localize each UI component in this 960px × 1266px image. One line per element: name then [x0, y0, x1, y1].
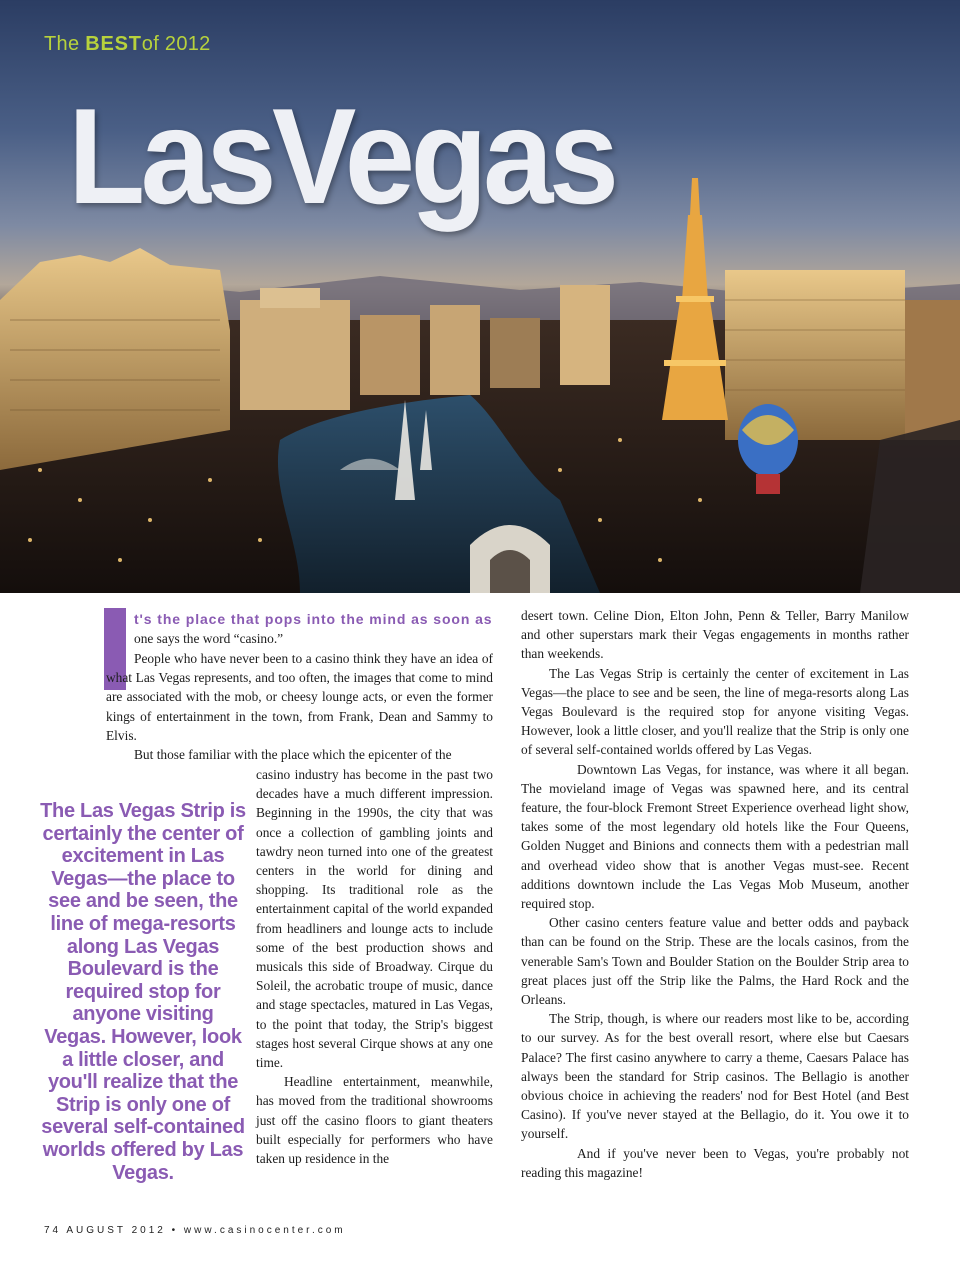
- paragraph: The Las Vegas Strip is certainly the center of excitement in Las Vegas—the place to see and be seen, the line of mega-resorts along Las Vegas Boulevard is the required stop for anyone visiting Vegas. However, look a little closer, and you'll realize that the Strip is only one of several self-contained worlds offered by Las Vegas.: [521, 665, 909, 758]
- lead-bold-text: t's the place that pops into the mind as soon as: [134, 611, 493, 627]
- paragraph: Headline entertainment, meanwhile, has moved from the traditional showrooms just off the casino floors to giant theaters built especially for performers who have taken up residence in the: [256, 1074, 493, 1167]
- paragraph: casino industry has become in the past two decades have a much different impression. Beginning in the 1990s, the city that was once a collection of gambling joints and tawdry neon turned into one of the greatest centers in the world for dining and shopping. Its traditional role as the entertainment capital of the world expanded from headliners and lounge acts to include some of the best production shows and musicals this side of Broadway. Cirque du Soleil, the acrobatic troupe of music, dance and stage spectacles, matured in Las Vegas, to the point that today, the Strip's biggest stages host several Cirque shows at any one time.: [256, 767, 493, 1071]
- paragraph: desert town. Celine Dion, Elton John, Penn & Teller, Barry Manilow and other superstars mark their Vegas engagements in months rather than weekends.: [521, 608, 909, 662]
- paragraph: Other casino centers feature value and better odds and payback than can be found on the Strip. These are the locals casinos, from the venerable Sam's Town and Boulder Station on the Boulder Strip area to great places just off the Strip like the Palms, the Hard Rock and the Orleans.: [521, 915, 909, 1008]
- article-lead: [134, 610, 493, 648]
- kicker-best: BEST: [85, 33, 142, 55]
- pull-quote: The Las Vegas Strip is certainly the center of excitement in Las Vegas—the place to see and be seen, the line of mega-resorts along Las Vegas Boulevard is the required stop for anyone visiting Vegas. However, look a little closer, and you'll realize that the Strip is only one of several self-contained worlds offered by Las Vegas.: [40, 800, 246, 1184]
- kicker-prefix: The: [44, 33, 80, 55]
- article-column-2: [521, 606, 909, 1182]
- lead-rest-text: one says the word “casino.”: [134, 631, 284, 647]
- kicker-year: of 2012: [141, 33, 211, 55]
- paragraph: The Strip, though, is where our readers most like to be, according to our survey. As for the best overall resort, where else but Caesars Palace? The first casino anywhere to carry a theme, Caesars Palace has always been the standard for Strip casinos. The Bellagio is another obvious choice in achieving the readers' nod for Best Hotel (and Best Casino). If you've never stayed at the Bellagio, do it. You owe it to yourself.: [521, 1011, 909, 1142]
- page-footer: 74 AUGUST 2012 • www.casinocenter.com: [44, 1225, 346, 1236]
- article-column-1b: [256, 765, 493, 1168]
- paragraph: But those familiar with the place which the epicenter of the: [134, 747, 452, 763]
- paragraph: And if you've never been to Vegas, you're probably not reading this magazine!: [521, 1145, 909, 1180]
- section-kicker: [44, 33, 211, 56]
- page-title: LasVegas: [68, 80, 615, 232]
- paragraph: Downtown Las Vegas, for instance, was where it all began. The movieland image of Vegas was spawned here, and its central feature, the four-block Fremont Street Experience overhead light show, takes some of the most legendary old hotels like the Four Queens, Golden Nugget and Binions and connects them with a pedestrian mall and overhead video show that is another Vegas must-see. Recent additions downtown include the Las Vegas Mob Museum, another required stop.: [521, 761, 909, 912]
- article-column-1: [106, 649, 493, 764]
- paragraph: People who have never been to a casino think they have an idea of what Las Vegas represents, and too often, the images that come to mind are associated with the mob, or cheesy lounge acts, or even the former kings of entertainment in the town, from Frank, Dean and Sammy to Elvis.: [106, 651, 493, 743]
- hero-photo-las-vegas-strip: [0, 0, 960, 593]
